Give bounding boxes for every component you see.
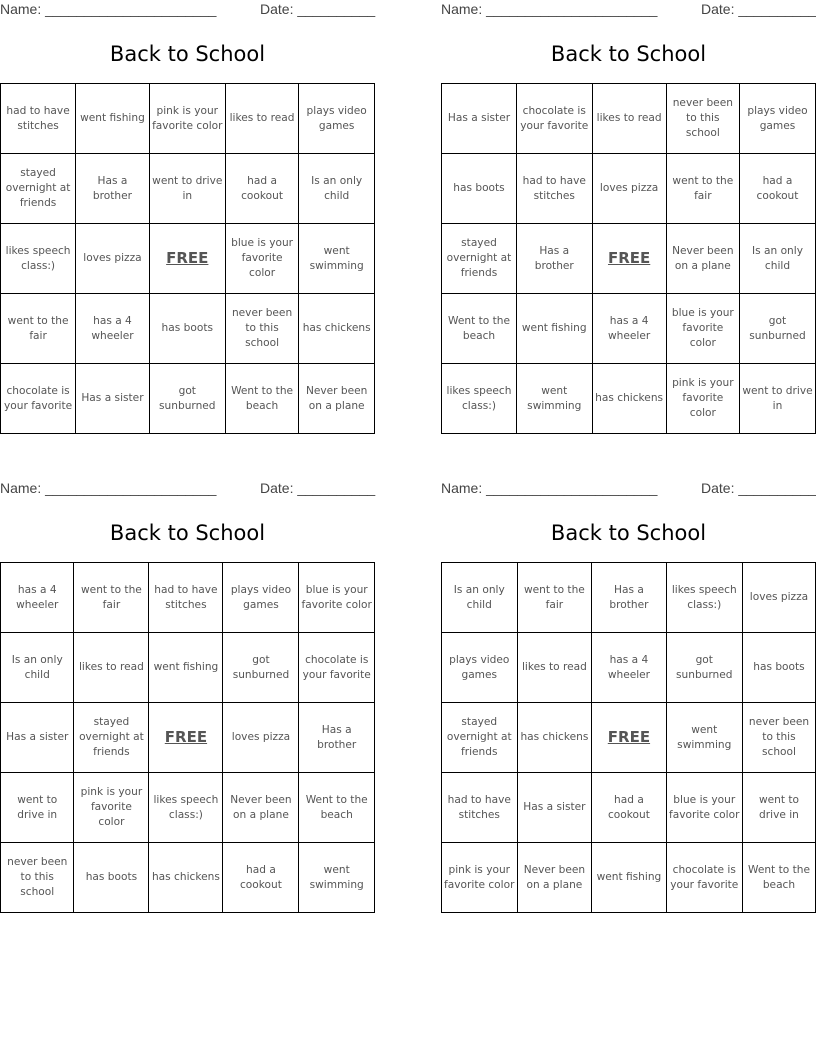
bingo-square: blue is your favorite color — [299, 563, 375, 633]
bingo-square: never been to this school — [1, 843, 74, 913]
grid-row — [442, 633, 816, 703]
bingo-square: went to the fair — [666, 154, 739, 224]
bingo-square: has chickens — [517, 703, 592, 773]
card-header — [0, 479, 375, 501]
bingo-square: likes to read — [517, 633, 592, 703]
bingo-square: likes to read — [592, 84, 666, 154]
free-space: FREE — [592, 703, 666, 773]
bingo-square: went swimming — [299, 224, 375, 294]
free-space: FREE — [592, 224, 666, 294]
bingo-card-3 — [0, 479, 375, 911]
bingo-grid — [441, 562, 816, 913]
bingo-square: never been to this school — [742, 703, 815, 773]
grid-row — [442, 294, 816, 364]
bingo-square: plays video games — [739, 84, 815, 154]
bingo-square: Never been on a plane — [666, 224, 739, 294]
bingo-square: Has a sister — [442, 84, 517, 154]
bingo-square: stayed overnight at friends — [74, 703, 149, 773]
bingo-grid — [441, 83, 816, 434]
bingo-square: chocolate is your favorite — [299, 633, 375, 703]
grid-row — [1, 773, 375, 843]
bingo-square: has a 4 wheeler — [592, 633, 666, 703]
bingo-square: stayed overnight at friends — [1, 154, 76, 224]
bingo-square: Has a brother — [76, 154, 150, 224]
bingo-square: has chickens — [149, 843, 223, 913]
grid-row — [1, 703, 375, 773]
bingo-square: loves pizza — [76, 224, 150, 294]
card-title: Back to School — [109, 42, 266, 66]
card-title: Back to School — [109, 521, 266, 545]
bingo-square: went to drive in — [149, 154, 225, 224]
bingo-square: likes speech class:) — [1, 224, 76, 294]
bingo-square: Has a sister — [517, 773, 592, 843]
grid-row — [1, 294, 375, 364]
bingo-square: has boots — [742, 633, 815, 703]
bingo-square: has boots — [74, 843, 149, 913]
grid-row — [442, 224, 816, 294]
bingo-square: has boots — [149, 294, 225, 364]
bingo-square: went to drive in — [742, 773, 815, 843]
bingo-square: plays video games — [299, 84, 375, 154]
bingo-square: has a 4 wheeler — [1, 563, 74, 633]
bingo-square: has a 4 wheeler — [76, 294, 150, 364]
bingo-square: chocolate is your favorite — [516, 84, 592, 154]
free-space: FREE — [149, 703, 223, 773]
bingo-square: had to have stitches — [1, 84, 76, 154]
bingo-square: had to have stitches — [442, 773, 518, 843]
bingo-square: blue is your favorite color — [666, 773, 742, 843]
bingo-square: went swimming — [516, 364, 592, 434]
bingo-square: has chickens — [592, 364, 666, 434]
bingo-square: had a cookout — [739, 154, 815, 224]
bingo-square: went to drive in — [1, 773, 74, 843]
bingo-square: Is an only child — [1, 633, 74, 703]
bingo-square: went fishing — [516, 294, 592, 364]
bingo-square: went to the fair — [517, 563, 592, 633]
bingo-card-1 — [0, 0, 375, 432]
bingo-square: had a cookout — [225, 154, 299, 224]
bingo-square: went fishing — [149, 633, 223, 703]
bingo-square: plays video games — [223, 563, 299, 633]
grid-row — [442, 364, 816, 434]
card-header — [0, 0, 375, 22]
bingo-square: Went to the beach — [442, 294, 517, 364]
bingo-square: stayed overnight at friends — [442, 703, 518, 773]
bingo-square: Went to the beach — [299, 773, 375, 843]
grid-row — [1, 633, 375, 703]
bingo-square: Has a brother — [516, 224, 592, 294]
bingo-square: went swimming — [299, 843, 375, 913]
bingo-square: blue is your favorite color — [225, 224, 299, 294]
bingo-square: pink is your favorite color — [442, 843, 518, 913]
bingo-square: Never been on a plane — [517, 843, 592, 913]
grid-row — [442, 563, 816, 633]
bingo-square: went swimming — [666, 703, 742, 773]
free-space: FREE — [149, 224, 225, 294]
bingo-square: likes to read — [74, 633, 149, 703]
bingo-card-4 — [441, 479, 816, 911]
bingo-square: had to have stitches — [149, 563, 223, 633]
bingo-square: chocolate is your favorite — [1, 364, 76, 434]
bingo-square: chocolate is your favorite — [666, 843, 742, 913]
bingo-square: got sunburned — [223, 633, 299, 703]
card-title: Back to School — [550, 42, 707, 66]
bingo-square: has chickens — [299, 294, 375, 364]
date-line: Date: __________ — [701, 480, 816, 496]
bingo-square: Is an only child — [739, 224, 815, 294]
name-line: Name: ______________________ — [0, 1, 217, 17]
date-line: Date: __________ — [701, 1, 816, 17]
bingo-square: likes speech class:) — [149, 773, 223, 843]
bingo-square: went fishing — [592, 843, 666, 913]
bingo-square: Never been on a plane — [299, 364, 375, 434]
bingo-square: likes speech class:) — [442, 364, 517, 434]
bingo-square: has boots — [442, 154, 517, 224]
bingo-square: went to the fair — [74, 563, 149, 633]
grid-row — [442, 84, 816, 154]
bingo-square: Has a brother — [299, 703, 375, 773]
bingo-square: went to drive in — [739, 364, 815, 434]
bingo-square: had to have stitches — [516, 154, 592, 224]
bingo-square: loves pizza — [592, 154, 666, 224]
bingo-square: went fishing — [76, 84, 150, 154]
date-line: Date: __________ — [260, 1, 376, 17]
bingo-square: stayed overnight at friends — [442, 224, 517, 294]
bingo-square: loves pizza — [223, 703, 299, 773]
bingo-square: likes to read — [225, 84, 299, 154]
grid-row — [1, 843, 375, 913]
name-line: Name: ______________________ — [0, 480, 217, 496]
grid-row — [1, 224, 375, 294]
bingo-square: pink is your favorite color — [149, 84, 225, 154]
bingo-square: Is an only child — [299, 154, 375, 224]
grid-row — [1, 364, 375, 434]
grid-row — [442, 703, 816, 773]
grid-row — [1, 563, 375, 633]
grid-row — [442, 843, 816, 913]
bingo-square: plays video games — [442, 633, 518, 703]
grid-row — [1, 84, 375, 154]
bingo-card-2 — [441, 0, 816, 432]
bingo-square: Has a brother — [592, 563, 666, 633]
card-title: Back to School — [550, 521, 707, 545]
bingo-square: got sunburned — [666, 633, 742, 703]
bingo-square: got sunburned — [739, 294, 815, 364]
bingo-square: never been to this school — [666, 84, 739, 154]
grid-row — [1, 154, 375, 224]
bingo-square: has a 4 wheeler — [592, 294, 666, 364]
name-line: Name: ______________________ — [441, 1, 658, 17]
bingo-square: loves pizza — [742, 563, 815, 633]
bingo-square: got sunburned — [149, 364, 225, 434]
bingo-grid — [0, 562, 375, 913]
grid-row — [442, 154, 816, 224]
name-line: Name: ______________________ — [441, 480, 658, 496]
bingo-square: Went to the beach — [225, 364, 299, 434]
bingo-square: went to the fair — [1, 294, 76, 364]
bingo-square: Has a sister — [1, 703, 74, 773]
card-header — [441, 0, 816, 22]
bingo-square: likes speech class:) — [666, 563, 742, 633]
bingo-square: had a cookout — [592, 773, 666, 843]
bingo-square: pink is your favorite color — [666, 364, 739, 434]
card-header — [441, 479, 816, 501]
bingo-square: never been to this school — [225, 294, 299, 364]
bingo-grid — [0, 83, 375, 434]
bingo-square: Has a sister — [76, 364, 150, 434]
bingo-square: Is an only child — [442, 563, 518, 633]
bingo-square: Went to the beach — [742, 843, 815, 913]
grid-row — [442, 773, 816, 843]
bingo-square: had a cookout — [223, 843, 299, 913]
date-line: Date: __________ — [260, 480, 376, 496]
bingo-square: Never been on a plane — [223, 773, 299, 843]
bingo-square: pink is your favorite color — [74, 773, 149, 843]
bingo-square: blue is your favorite color — [666, 294, 739, 364]
